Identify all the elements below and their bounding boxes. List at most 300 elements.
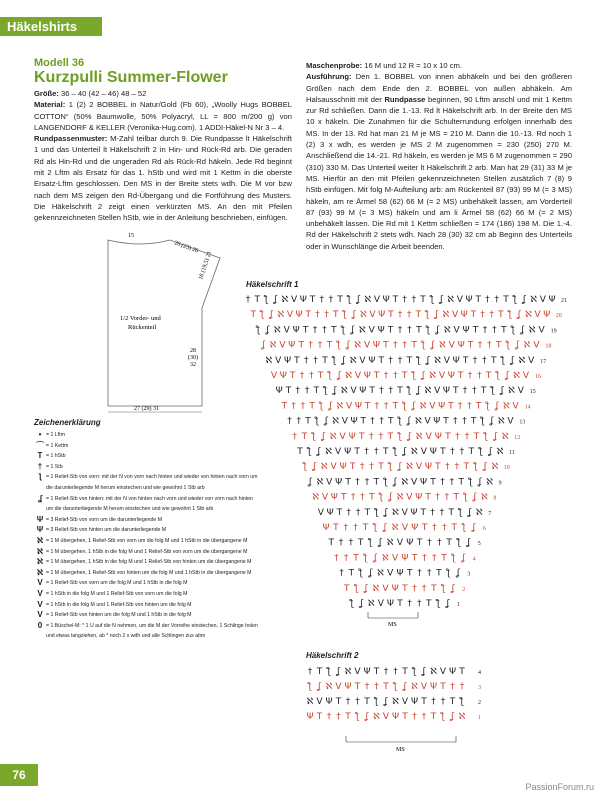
stitch-symbol-icon: T: [387, 325, 394, 336]
stitch-symbol-icon: †: [489, 310, 494, 321]
stitch-symbol-icon: T: [420, 295, 426, 305]
stitch-symbol-icon: T: [309, 295, 316, 305]
size-value: 36 – 40 (42 – 46) 48 – 52: [61, 89, 147, 98]
stitch-symbol-icon: ƪ: [513, 295, 517, 305]
stitch-symbol-icon: ʆ: [357, 295, 361, 305]
stitch-symbol-icon: V: [382, 583, 389, 594]
stitch-symbol-icon: †: [450, 682, 455, 692]
stitch-symbol-icon: ʆ: [337, 371, 341, 381]
stitch-symbol-icon: Ψ: [359, 386, 367, 397]
stitch-symbol-icon: †: [374, 682, 379, 692]
stitch-symbol-icon: V: [406, 492, 413, 503]
stitch-symbol-icon: T: [448, 507, 454, 518]
stitch-symbol-icon: T: [369, 492, 375, 503]
stitch-symbol-icon: †: [299, 371, 305, 381]
stitch-symbol-icon: ℵ: [372, 583, 380, 594]
stitch-symbol-icon: ʆ: [473, 492, 477, 503]
stitch-symbol-icon: Ψ: [363, 667, 371, 677]
stitch-symbol-icon: V: [533, 340, 540, 351]
row-number: 8: [493, 495, 497, 502]
stitch-symbol-icon: Ψ: [382, 295, 390, 305]
stitch-symbol-icon: ƪ: [354, 583, 358, 594]
row-number: 20: [555, 313, 562, 320]
stitch-symbol-icon: ℵ: [434, 355, 441, 366]
stitch-symbol-icon: Ψ: [433, 416, 441, 427]
stitch-symbol-icon: V: [335, 447, 342, 457]
stitch-symbol-icon: ʆ: [407, 416, 411, 427]
stitch-symbol-icon: V: [346, 401, 353, 412]
stitch-symbol-icon: †: [359, 462, 365, 473]
stitch-symbol-icon: Ψ: [325, 697, 333, 707]
stitch-symbol-icon: †: [326, 712, 332, 722]
stitch-symbol-icon: T: [457, 371, 464, 381]
stitch-symbol-icon: ƪ: [484, 431, 488, 442]
stitch-symbol-icon: T: [415, 310, 422, 321]
stitch-symbol-icon: ƪ: [303, 462, 307, 473]
stitch-symbol-icon: †: [374, 401, 380, 412]
stitch-symbol-icon: ʆ: [352, 310, 356, 321]
stitch-symbol-icon: ʆ: [365, 712, 369, 722]
legend-text: = 1 Stb: [46, 463, 63, 470]
gauge-label: Maschenprobe:: [306, 61, 363, 70]
stitch-symbol-icon: ℵ: [354, 340, 362, 351]
stitch-symbol-icon: †: [312, 325, 318, 336]
stitch-symbol-icon: T: [360, 416, 366, 427]
stitch-symbol-icon: †: [315, 310, 320, 321]
stitch-symbol-icon: Ψ: [306, 712, 314, 722]
stitch-symbol-icon: T: [445, 431, 451, 442]
stitch-symbol-icon: †: [345, 697, 351, 707]
stitch-symbol-icon: ℵ: [438, 340, 446, 351]
stitch-symbol-icon: ʆ: [421, 371, 425, 381]
row-number: 16: [535, 374, 541, 380]
stitch-symbol-icon: ℵ: [410, 447, 418, 457]
stitch-symbol-icon: †: [431, 553, 437, 564]
stitch-symbol-icon: V: [415, 462, 423, 473]
stitch-symbol-icon: T: [383, 340, 389, 351]
row-number: 17: [540, 358, 547, 365]
stitch-symbol-icon: T: [333, 523, 339, 533]
stitch-symbol-icon: ƪ: [422, 340, 426, 351]
stitch-symbol-icon: T: [430, 477, 436, 488]
stitch-symbol-icon: †: [355, 507, 361, 518]
stitch-symbol-icon: ℵ: [424, 386, 432, 397]
stitch-symbol-icon: T: [443, 416, 449, 427]
stitch-symbol-icon: T: [388, 310, 394, 321]
stitch-symbol-icon: †: [370, 416, 375, 427]
schematic-top: 15: [128, 233, 134, 239]
stitch-symbol-icon: ʆ: [468, 507, 472, 518]
stitch-symbol-icon: †: [407, 599, 412, 609]
stitch-symbol-icon: ʆ: [500, 386, 504, 397]
stitch-symbol-icon: †: [455, 431, 460, 442]
stitch-symbol-icon: ℵ: [429, 371, 437, 381]
stitch-symbol-icon: †: [324, 310, 329, 321]
stitch-symbol-icon: ʆ: [266, 325, 270, 336]
repeat-label: MS: [396, 747, 405, 753]
chart1-diagram: [245, 290, 580, 630]
legend-symbol-icon: V: [37, 588, 43, 598]
stitch-symbol-icon: V: [456, 295, 463, 305]
stitch-symbol-icon: ℵ: [332, 416, 339, 427]
stitch-symbol-icon: Ψ: [377, 325, 385, 336]
stitch-symbol-icon: ʆ: [495, 401, 499, 412]
stitch-symbol-icon: T: [490, 355, 497, 366]
stitch-symbol-icon: T: [480, 386, 487, 397]
stitch-symbol-icon: ʆ: [462, 553, 466, 564]
stitch-symbol-icon: ʆ: [313, 462, 317, 473]
stitch-symbol-icon: ƪ: [479, 447, 483, 457]
stitch-symbol-icon: T: [326, 340, 333, 351]
stitch-symbol-icon: ℵ: [367, 599, 375, 609]
stitch-symbol-icon: †: [440, 697, 446, 707]
stitch-symbol-icon: T: [470, 310, 477, 321]
stitch-symbol-icon: ʆ: [451, 583, 455, 594]
stitch-symbol-icon: ƪ: [486, 401, 490, 412]
stitch-symbol-icon: †: [459, 682, 465, 692]
stitch-symbol-icon: T: [425, 492, 431, 503]
stitch-symbol-icon: V: [539, 295, 546, 305]
stitch-symbol-icon: ƪ: [469, 477, 473, 488]
stitch-symbol-icon: †: [245, 295, 251, 305]
legend-item: [34, 472, 259, 493]
schematic-side-3: 32: [190, 362, 196, 368]
stitch-symbol-icon: †: [350, 492, 356, 503]
stitch-symbol-icon: †: [328, 295, 334, 305]
stitch-symbol-icon: V: [326, 477, 333, 488]
stitch-symbol-icon: V: [429, 401, 436, 412]
stitch-symbol-icon: ƪ: [368, 538, 373, 549]
stitch-symbol-icon: ʆ: [333, 386, 337, 397]
stitch-symbol-icon: ℵ: [381, 553, 389, 564]
stitch-symbol-icon: T: [411, 553, 418, 564]
stitch-symbol-icon: T: [406, 355, 413, 366]
stitch-symbol-icon: T: [468, 447, 475, 457]
schematic-armhole: 18 (19,5) 21: [198, 250, 214, 281]
row-number: 4: [472, 556, 476, 563]
stitch-symbol-icon: †: [422, 553, 427, 564]
stitch-symbol-icon: ƪ: [412, 667, 417, 677]
execution-label: Ausführung:: [306, 72, 352, 82]
chart2-title: Häkelschrift 2: [306, 651, 359, 660]
stitch-symbol-icon: †: [482, 325, 488, 336]
stitch-symbol-icon: T: [426, 599, 432, 609]
stitch-symbol-icon: ʆ: [346, 340, 350, 351]
stitch-symbol-icon: ℵ: [344, 667, 352, 677]
legend-item: [34, 589, 259, 600]
legend-text: = 1 hStb: [46, 453, 66, 460]
stitch-symbol-icon: ƪ: [347, 295, 351, 305]
stitch-symbol-icon: ƪ: [374, 697, 379, 707]
legend-symbol-icon: ⌒: [36, 440, 44, 450]
stitch-symbol-icon: T: [250, 310, 256, 321]
stitch-symbol-icon: ℵ: [481, 492, 488, 503]
stitch-symbol-icon: ƪ: [398, 416, 402, 427]
model-number: Modell 36: [34, 57, 85, 69]
stitch-symbol-icon: ƪ: [457, 538, 461, 549]
stitch-symbol-icon: Ψ: [429, 447, 437, 457]
stitch-symbol-icon: T: [302, 325, 309, 336]
stitch-symbol-icon: †: [432, 523, 437, 533]
stitch-symbol-icon: V: [443, 355, 450, 366]
stitch-symbol-icon: †: [296, 416, 302, 427]
stitch-symbol-icon: V: [363, 340, 371, 351]
legend: [34, 430, 259, 642]
stitch-symbol-icon: V: [528, 355, 535, 366]
stitch-symbol-icon: ℵ: [306, 697, 314, 707]
stitch-symbol-icon: ʆ: [446, 599, 450, 609]
stitch-symbol-icon: ℵ: [415, 431, 423, 442]
stitch-symbol-icon: T: [378, 462, 384, 473]
stitch-symbol-icon: T: [317, 371, 324, 381]
stitch-symbol-icon: †: [309, 371, 314, 381]
stitch-symbol-icon: ƪ: [350, 599, 354, 609]
legend-text: = 1 Büschel-M: * 1 U auf die N nehmen, um die M der Vorreihe einstechen, 1 Schlinge holen und etwas langziehen, ab * noch 2 x wdh und alle Schlingen zus abm: [46, 622, 258, 640]
stitch-symbol-icon: †: [287, 416, 292, 427]
stitch-symbol-icon: ʆ: [450, 712, 455, 722]
stitch-symbol-icon: ƪ: [403, 401, 407, 412]
stitch-symbol-icon: ʆ: [403, 447, 407, 457]
stitch-symbol-icon: ƪ: [441, 712, 445, 722]
stitch-symbol-icon: Ψ: [279, 371, 287, 381]
stitch-symbol-icon: V: [387, 568, 394, 579]
schematic-bottom: 27 (29) 31: [134, 406, 159, 412]
stitch-symbol-icon: Ψ: [462, 325, 470, 336]
stitch-symbol-icon: Ψ: [288, 340, 296, 351]
stitch-symbol-icon: †: [402, 295, 407, 305]
row-number: 11: [509, 450, 515, 456]
stitch-symbol-icon: †: [450, 447, 455, 457]
stitch-symbol-icon: ℵ: [496, 447, 504, 457]
stitch-symbol-icon: †: [444, 492, 450, 503]
stitch-symbol-icon: †: [295, 386, 301, 397]
legend-symbol-icon: ℵ: [37, 567, 43, 577]
stitch-symbol-icon: T: [473, 431, 480, 442]
stitch-symbol-icon: ʆ: [431, 340, 435, 351]
stitch-symbol-icon: T: [364, 697, 370, 707]
stitch-symbol-icon: ʆ: [324, 416, 328, 427]
stitch-symbol-icon: ʆ: [483, 462, 487, 473]
stitch-symbol-icon: †: [348, 538, 354, 549]
stitch-symbol-icon: †: [477, 371, 482, 381]
stitch-symbol-icon: ℵ: [523, 340, 531, 351]
stitch-symbol-icon: ʆ: [329, 401, 333, 412]
stitch-symbol-icon: ƪ: [328, 371, 332, 381]
stitch-symbol-icon: V: [453, 325, 460, 336]
stitch-symbol-icon: V: [396, 538, 404, 549]
row-number: 10: [503, 465, 510, 472]
stitch-symbol-icon: ʆ: [494, 431, 498, 442]
stitch-symbol-icon: ʆ: [384, 507, 388, 518]
stitch-symbol-icon: ƪ: [308, 682, 312, 692]
stitch-symbol-icon: ʆ: [472, 523, 476, 533]
instructions-right: [306, 60, 572, 252]
stitch-symbol-icon: T: [498, 310, 504, 321]
stitch-symbol-icon: ƪ: [412, 371, 416, 381]
stitch-symbol-icon: ℵ: [518, 355, 526, 366]
stitch-symbol-icon: ℵ: [312, 492, 319, 503]
stitch-symbol-icon: T: [435, 462, 441, 473]
stitch-symbol-icon: Ψ: [283, 355, 292, 366]
stitch-symbol-icon: Ψ: [548, 295, 556, 305]
stitch-symbol-icon: †: [307, 667, 313, 677]
stitch-symbol-icon: †: [406, 310, 412, 321]
stitch-symbol-icon: †: [407, 325, 412, 336]
stitch-symbol-icon: V: [401, 697, 409, 707]
stitch-symbol-icon: †: [439, 507, 445, 518]
stitch-symbol-icon: ʆ: [439, 295, 443, 305]
stitch-symbol-icon: Ψ: [442, 386, 451, 397]
stitch-symbol-icon: ƪ: [260, 310, 264, 321]
stitch-symbol-icon: ℵ: [415, 416, 422, 427]
stitch-symbol-icon: Ψ: [344, 447, 352, 457]
stitch-symbol-icon: ℵ: [391, 523, 399, 533]
stitch-symbol-icon: †: [412, 712, 417, 722]
stitch-symbol-icon: V: [420, 682, 428, 692]
legend-symbol-icon: V: [37, 610, 43, 620]
stitch-symbol-icon: V: [354, 371, 362, 381]
stitch-symbol-icon: T: [358, 431, 365, 442]
stitch-symbol-icon: V: [448, 340, 455, 351]
stitch-symbol-icon: V: [335, 682, 342, 692]
stitch-symbol-icon: ƪ: [407, 386, 411, 397]
stitch-symbol-icon: ℵ: [401, 477, 409, 488]
stitch-symbol-icon: T: [416, 325, 422, 336]
stitch-symbol-icon: †: [383, 401, 389, 412]
stitch-symbol-icon: †: [421, 583, 427, 594]
stitch-symbol-icon: V: [286, 310, 293, 321]
stitch-symbol-icon: ʆ: [467, 538, 471, 549]
legend-item: [34, 494, 259, 515]
stitch-symbol-icon: ƪ: [355, 712, 360, 722]
stitch-symbol-icon: ʆ: [342, 355, 346, 366]
legend-symbol-icon: •: [38, 430, 42, 439]
stitch-symbol-icon: †: [373, 447, 379, 457]
legend-item: [34, 462, 259, 473]
legend-symbol-icon: Ψ: [36, 514, 44, 524]
pattern-value: M-Zahl teilbar durch 9. Die Rundpasse lt Häkelschrift 1 und das Unterteil lt Häkelschrift 2 in Hin- und Rück-Rd arb. Die geraden Rd als Hin-Rd und die ungeraden Rd als Rück-Rd häkeln. Jede Rd beginnt mit 2 Lftm als Ersatz für das 1. hStb und wird mit 1 Kettm in die oberste Ersatz-Lftm geschlossen. Den MS in der Breite stets wdh. Die M vor bzw nach dem MS zeigen den Rd-Übergang und die Fortführung des Musters. Die Häkelschrift 2 zeigt einen verkürzten MS. An den mit Pfeilen gekennzeichneten Stellen hStb, wie in der Anleitung beschrieben, einfügen.: [34, 134, 292, 223]
stitch-symbol-icon: Ψ: [391, 583, 399, 594]
stitch-symbol-icon: ʆ: [436, 325, 440, 336]
stitch-symbol-icon: †: [383, 667, 389, 677]
stitch-symbol-icon: Ψ: [452, 355, 460, 366]
stitch-symbol-icon: T: [337, 295, 343, 305]
stitch-symbol-icon: T: [406, 568, 413, 579]
row-number: 21: [561, 298, 567, 304]
stitch-symbol-icon: †: [487, 340, 492, 351]
row-number: 6: [483, 526, 486, 532]
stitch-symbol-icon: T: [331, 325, 337, 336]
legend-symbol-icon: ℵ: [37, 535, 43, 545]
stitch-symbol-icon: ƪ: [447, 568, 451, 579]
stitch-symbol-icon: ʆ: [422, 667, 426, 677]
legend-symbol-icon: V: [37, 599, 43, 609]
stitch-symbol-icon: V: [354, 667, 361, 677]
stitch-symbol-icon: T: [373, 667, 380, 677]
stitch-symbol-icon: T: [448, 401, 454, 412]
stitch-symbol-icon: ℵ: [392, 697, 399, 707]
stitch-symbol-icon: †: [322, 325, 327, 336]
stitch-symbol-icon: †: [457, 401, 463, 412]
row-number: 4: [478, 670, 481, 676]
row-number: 12: [514, 434, 521, 441]
stitch-symbol-icon: ℵ: [359, 310, 367, 321]
stitch-symbol-icon: ʆ: [517, 310, 521, 321]
stitch-symbol-icon: T: [503, 295, 509, 305]
stitch-symbol-icon: T: [364, 507, 371, 518]
stitch-symbol-icon: V: [359, 355, 366, 366]
stitch-symbol-icon: ℵ: [475, 507, 483, 518]
row-number: 13: [519, 419, 526, 426]
stitch-symbol-icon: †: [411, 295, 417, 305]
stitch-symbol-icon: V: [438, 371, 446, 381]
stitch-symbol-icon: Ψ: [420, 477, 428, 488]
stitch-symbol-icon: ƪ: [343, 310, 347, 321]
stitch-symbol-icon: T: [281, 401, 288, 412]
stitch-symbol-icon: ƪ: [496, 371, 500, 381]
stitch-symbol-icon: ƪ: [417, 355, 421, 366]
legend-item: [34, 610, 259, 621]
stitch-symbol-icon: †: [353, 523, 358, 533]
stitch-symbol-icon: ƪ: [389, 462, 393, 473]
stitch-symbol-icon: ℵ: [486, 477, 493, 488]
stitch-symbol-icon: T: [463, 462, 470, 473]
stitch-symbol-icon: T: [453, 386, 459, 397]
stitch-symbol-icon: ʆ: [351, 325, 355, 336]
stitch-symbol-icon: T: [416, 538, 423, 549]
stitch-symbol-icon: T: [470, 416, 477, 427]
stitch-symbol-icon: T: [305, 416, 311, 427]
schematic-shoulder: 20 (23) 26: [173, 240, 199, 255]
stitch-symbol-icon: T: [373, 477, 380, 488]
stitch-symbol-icon: Ψ: [406, 538, 414, 549]
rundpasse-label: Rundpasse: [384, 94, 426, 104]
stitch-symbol-icon: T: [383, 682, 389, 692]
stitch-symbol-icon: †: [442, 523, 447, 533]
stitch-symbol-icon: V: [373, 295, 381, 305]
stitch-symbol-icon: †: [449, 477, 455, 488]
legend-symbol-icon: †: [37, 461, 43, 471]
stitch-symbol-icon: Ψ: [424, 462, 432, 473]
stitch-symbol-icon: V: [377, 599, 384, 609]
stitch-symbol-icon: T: [449, 697, 456, 707]
stitch-symbol-icon: T: [344, 583, 350, 594]
stitch-symbol-icon: ℵ: [316, 477, 324, 488]
stitch-symbol-icon: ℵ: [336, 401, 344, 412]
stitch-symbol-icon: †: [430, 507, 435, 518]
stitch-symbol-icon: T: [475, 295, 482, 305]
stitch-symbol-icon: Ψ: [378, 310, 386, 321]
pattern-label: Rundpassenmuster:: [34, 134, 108, 144]
stitch-symbol-icon: ʆ: [374, 553, 378, 564]
stitch-symbol-icon: V: [517, 386, 524, 397]
stitch-symbol-icon: T: [472, 325, 479, 336]
stitch-symbol-icon: ℵ: [349, 355, 357, 366]
execution-text-b: beginnen, 90 Lftm anschl und mit 1 Kettm zur Rd schließen. Dann die 1.-13. Rd lt Häkelschrift arb. In der Breite den MS 10 x häkeln. Die Zunahmen für die Schulterrundung erfolgen innerhalb des MS. In der 13. Rd hat man 21 M je MS = 210 M. Dann die 10.-13. Rd noch 1 (2) 3 x wdh, es werden je MS 2 M zugenommen = 230 (250) 270 M. Anschließend die 14.-21. Rd häkeln, es werden je MS 6 M zugenommen = 290 (310) 330 M. Das Unterteil weiter lt Häkelschrift 2 arb. Man hat 29 (31) 33 M je MS. Hierfür an den mit Pfeilen gekennzeichneten Stellen zusätzlich 7 (8) 9 hStb einfügen. Mit folg M-Aufteilung arb: am Rückenteil 87 (93) 99 M (= 3 MS) häkeln, am re Ärmel 58 (62) 66 M (= 2 MS) unbehäkelt lassen, am Vorderteil 87 (93) 99 M (= 3 MS) häkeln und am li Ärmel 58 (62) 66 M (= 2 MS) unbehäkelt lassen. Die Rd mit 1 Kettm schließen = 174 (186) 198 M. Die 1.-4. Rd der Häkelschrift 2 stets wdh. Nach 28 (30) 32 cm ab Beginn des Unterteils oder in Wunschlänge die Arbeit beenden.: [306, 94, 572, 251]
stitch-symbol-icon: †: [388, 386, 393, 397]
stitch-symbol-icon: ƪ: [379, 492, 383, 503]
stitch-symbol-icon: Ψ: [348, 431, 356, 442]
page-title: Kurzpulli Summer-Flower: [34, 69, 228, 86]
stitch-symbol-icon: ƪ: [464, 492, 468, 503]
stitch-symbol-icon: ƪ: [398, 431, 402, 442]
stitch-symbol-icon: †: [492, 325, 497, 336]
stitch-symbol-icon: V: [401, 523, 409, 533]
stitch-symbol-icon: Ψ: [429, 682, 438, 692]
stitch-symbol-icon: ℵ: [364, 295, 372, 305]
stitch-symbol-icon: ƪ: [308, 447, 312, 457]
stitch-symbol-icon: ƪ: [256, 325, 260, 336]
